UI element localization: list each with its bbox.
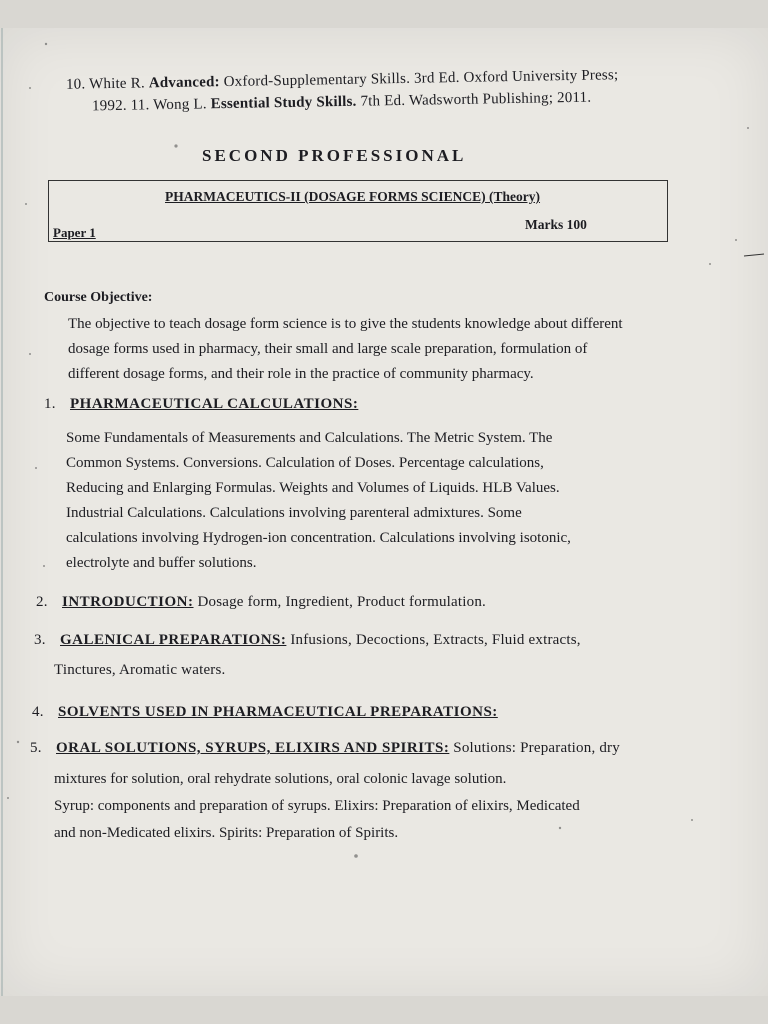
section-number: 4. (32, 704, 44, 720)
reference-line-1: 10. White R. Advanced: Oxford-Supplementary Skills. 3rd Ed. Oxford University Press; (65, 67, 619, 93)
section-line: mixtures for solution, oral rehydrate solutions, oral colonic lavage solution. (54, 771, 507, 787)
course-box (48, 180, 668, 242)
objective-heading: Course Objective: (44, 290, 153, 305)
section-line: calculations involving Hydrogen-ion concentration. Calculations involving isotonic, (66, 530, 571, 546)
reference-line-2: 1992. 11. Wong L. Essential Study Skills. 7th Ed. Wadsworth Publishing; 2011. (91, 89, 592, 115)
section-3-continuation: Tinctures, Aromatic waters. (54, 662, 226, 678)
section-line: Reducing and Enlarging Formulas. Weights and Volumes of Liquids. HLB Values. (66, 480, 560, 496)
section-line: and non-Medicated elixirs. Spirits: Preparation of Spirits. (54, 825, 399, 841)
section-text: Dosage form, Ingredient, Product formulation. (193, 594, 486, 610)
section-line: Syrup: components and preparation of syrups. Elixirs: Preparation of elixirs, Medicated (54, 798, 580, 814)
objective-line: The objective to teach dosage form science is to give the students knowledge about different (68, 316, 623, 332)
section-heading: INTRODUCTION: (62, 594, 194, 610)
scanned-page (0, 28, 768, 996)
page-title: SECOND PROFESSIONAL (202, 146, 467, 165)
section-text: Infusions, Decoctions, Extracts, Fluid extracts, (286, 632, 581, 648)
section-number: 5. (30, 740, 42, 756)
section-1-paragraph (66, 426, 571, 576)
section-heading: PHARMACEUTICAL CALCULATIONS: (70, 396, 359, 412)
section-4-line (32, 704, 498, 721)
section-heading: SOLVENTS USED IN PHARMACEUTICAL PREPARATIONS: (58, 704, 498, 720)
section-number: 1. (44, 396, 56, 412)
section-number: 2. (36, 594, 48, 610)
section-1-heading-line (44, 396, 358, 413)
objective-paragraph (68, 312, 623, 387)
section-line: Common Systems. Conversions. Calculation of Doses. Percentage calculations, (66, 455, 544, 471)
section-heading: ORAL SOLUTIONS, SYRUPS, ELIXIRS AND SPIRITS: (56, 740, 450, 756)
section-5-line (30, 740, 620, 757)
section-5-paragraph (54, 766, 580, 847)
paper-label: Paper 1 (53, 225, 96, 240)
section-2-line (36, 594, 486, 611)
section-line: Industrial Calculations. Calculations involving parenteral admixtures. Some (66, 505, 522, 521)
section-line: Some Fundamentals of Measurements and Calculations. The Metric System. The (66, 430, 553, 446)
section-heading: GALENICAL PREPARATIONS: (60, 632, 287, 648)
section-text: Solutions: Preparation, dry (449, 740, 620, 756)
marks-label: Marks 100 (525, 217, 587, 232)
objective-line: dosage forms used in pharmacy, their small and large scale preparation, formulation of (68, 341, 588, 357)
section-3-line (34, 632, 581, 649)
objective-line: different dosage forms, and their role in the practice of community pharmacy. (68, 366, 534, 382)
course-title: PHARMACEUTICS-II (DOSAGE FORMS SCIENCE) (Theory) (165, 189, 541, 204)
section-line: electrolyte and buffer solutions. (66, 555, 257, 571)
section-number: 3. (34, 632, 46, 648)
